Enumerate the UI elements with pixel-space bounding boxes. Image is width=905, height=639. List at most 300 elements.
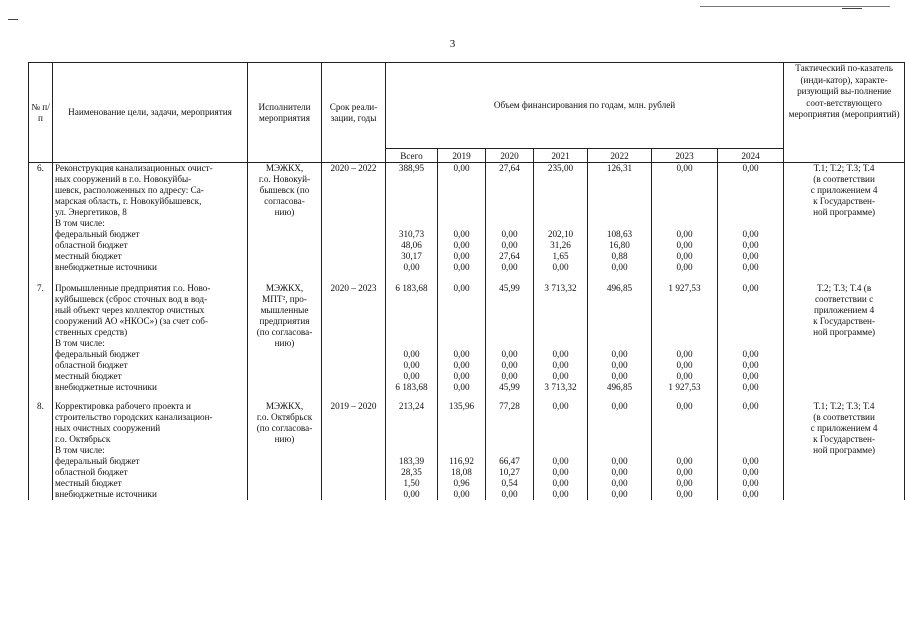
spacer bbox=[488, 338, 531, 349]
spacer bbox=[388, 338, 435, 349]
spacer bbox=[654, 185, 715, 196]
executor-line: нию) bbox=[274, 338, 295, 348]
spacer bbox=[440, 423, 483, 434]
including-label: В том числе: bbox=[55, 218, 105, 228]
spacer bbox=[536, 218, 585, 229]
measure-title-line: строительство городских канализацион- bbox=[55, 412, 213, 422]
year-header: Всего bbox=[386, 149, 438, 163]
executor-line: (по согласова- bbox=[256, 327, 313, 337]
spacer bbox=[536, 316, 585, 327]
spacer bbox=[440, 316, 483, 327]
indicator-line: Т.1; Т.2; Т.3; Т.4 bbox=[813, 163, 875, 173]
spacer bbox=[590, 294, 649, 305]
spacer bbox=[388, 434, 435, 445]
funding-source-label: местный бюджет bbox=[55, 251, 122, 261]
source-amount: 0,00 bbox=[676, 251, 693, 261]
table-header bbox=[29, 63, 905, 163]
measure-title-line: ул. Энергетиков, 8 bbox=[55, 207, 127, 217]
measure-name-cell bbox=[53, 273, 248, 393]
executor-line: МЭЖКХ, bbox=[265, 283, 304, 293]
including-label: В том числе: bbox=[55, 338, 105, 348]
spacer bbox=[536, 445, 585, 456]
total-amount: 0,00 bbox=[742, 283, 759, 293]
executor-line: МЭЖКХ, bbox=[265, 163, 304, 173]
table-body bbox=[29, 163, 905, 501]
spacer bbox=[388, 423, 435, 434]
spacer bbox=[720, 207, 781, 218]
measure-title-line: ный объект через коллектор очистных bbox=[55, 305, 205, 315]
source-amount: 0,00 bbox=[742, 489, 759, 499]
amount-cell bbox=[534, 163, 588, 274]
total-amount: 27,64 bbox=[499, 163, 520, 173]
spacer bbox=[720, 294, 781, 305]
source-amount: 0,00 bbox=[676, 467, 693, 477]
source-amount: 0,00 bbox=[676, 489, 693, 499]
total-amount: 0,00 bbox=[453, 163, 470, 173]
indicator-line: ной программе) bbox=[813, 327, 876, 337]
source-amount: 0,00 bbox=[453, 240, 470, 250]
spacer bbox=[388, 445, 435, 456]
spacer bbox=[488, 294, 531, 305]
scan-mark bbox=[700, 6, 890, 7]
source-amount: 0,00 bbox=[552, 478, 569, 488]
source-amount: 116,92 bbox=[449, 456, 474, 466]
spacer bbox=[388, 218, 435, 229]
source-amount: 0,00 bbox=[453, 349, 470, 359]
spacer bbox=[488, 445, 531, 456]
source-amount: 0,00 bbox=[453, 382, 470, 392]
source-amount: 108,63 bbox=[606, 229, 633, 239]
page-number: 3 bbox=[449, 38, 456, 50]
measure-title-line: сооружений АО «НКОС») (за счет соб- bbox=[55, 316, 208, 326]
spacer bbox=[654, 218, 715, 229]
row-number bbox=[29, 163, 53, 274]
amount-cell bbox=[718, 393, 784, 500]
source-amount: 0,96 bbox=[453, 478, 470, 488]
source-amount: 48,06 bbox=[401, 240, 422, 250]
scan-mark bbox=[8, 19, 18, 20]
source-amount: 0,00 bbox=[453, 251, 470, 261]
total-amount: 77,28 bbox=[499, 401, 520, 411]
source-amount: 18,08 bbox=[451, 467, 472, 477]
amount-cell bbox=[588, 273, 652, 393]
source-amount: 0,00 bbox=[552, 489, 569, 499]
executor-line: бышевск (по bbox=[259, 185, 310, 195]
header-executors: Исполнители мероприятия bbox=[248, 63, 322, 163]
amount-cell bbox=[486, 163, 534, 274]
source-amount: 0,00 bbox=[403, 349, 420, 359]
year-header: 2021 bbox=[534, 149, 588, 163]
source-amount: 0,00 bbox=[552, 360, 569, 370]
amount-cell bbox=[588, 163, 652, 274]
source-amount: 0,00 bbox=[501, 489, 518, 499]
source-amount: 0,00 bbox=[742, 349, 759, 359]
indicator-cell bbox=[784, 273, 905, 393]
source-amount: 0,00 bbox=[742, 360, 759, 370]
measure-row bbox=[29, 273, 905, 393]
measure-title-line: г.о. Октябрьск bbox=[55, 434, 111, 444]
source-amount: 30,17 bbox=[401, 251, 422, 261]
total-amount: 45,99 bbox=[499, 283, 520, 293]
source-amount: 0,00 bbox=[742, 467, 759, 477]
spacer bbox=[590, 445, 649, 456]
spacer bbox=[590, 338, 649, 349]
spacer bbox=[388, 185, 435, 196]
total-amount: 135,96 bbox=[448, 401, 475, 411]
spacer bbox=[590, 412, 649, 423]
source-amount: 1,50 bbox=[403, 478, 420, 488]
indicator-line: соответствии с bbox=[814, 294, 874, 304]
spacer bbox=[654, 294, 715, 305]
source-amount: 0,00 bbox=[453, 229, 470, 239]
amount-cell bbox=[588, 393, 652, 500]
source-amount: 310,73 bbox=[398, 229, 425, 239]
source-amount: 31,26 bbox=[550, 240, 571, 250]
funding-source-label: местный бюджет bbox=[55, 478, 122, 488]
spacer bbox=[590, 218, 649, 229]
amount-cell bbox=[386, 393, 438, 500]
spacer bbox=[488, 327, 531, 338]
indicator-cell bbox=[784, 393, 905, 500]
spacer bbox=[654, 196, 715, 207]
source-amount: 496,85 bbox=[606, 382, 633, 392]
indicator-line: ной программе) bbox=[813, 207, 876, 217]
source-amount: 0,00 bbox=[403, 371, 420, 381]
spacer bbox=[440, 445, 483, 456]
spacer bbox=[536, 305, 585, 316]
spacer bbox=[654, 174, 715, 185]
executor-line: нию) bbox=[274, 207, 295, 217]
total-amount: 126,31 bbox=[606, 163, 633, 173]
measure-title-line: Корректировка рабочего проекта и bbox=[55, 401, 191, 411]
source-amount: 0,00 bbox=[742, 251, 759, 261]
spacer bbox=[388, 294, 435, 305]
source-amount: 0,00 bbox=[742, 229, 759, 239]
spacer bbox=[440, 185, 483, 196]
total-amount: 0,00 bbox=[453, 283, 470, 293]
total-amount: 0,00 bbox=[676, 163, 693, 173]
source-amount: 202,10 bbox=[547, 229, 574, 239]
executor-line: согласова- bbox=[264, 196, 305, 206]
amount-cell bbox=[652, 273, 718, 393]
amount-cell bbox=[486, 273, 534, 393]
source-amount: 0,00 bbox=[453, 360, 470, 370]
source-amount: 10,27 bbox=[499, 467, 520, 477]
source-amount: 6 183,68 bbox=[395, 382, 428, 392]
source-amount: 0,00 bbox=[501, 262, 518, 272]
source-amount: 0,00 bbox=[453, 489, 470, 499]
source-amount: 28,35 bbox=[401, 467, 422, 477]
spacer bbox=[590, 207, 649, 218]
funding-source-label: внебюджетные источники bbox=[55, 262, 157, 272]
amount-cell bbox=[718, 163, 784, 274]
indicator-line: к Государствен- bbox=[813, 316, 876, 326]
total-amount: 0,00 bbox=[552, 401, 569, 411]
spacer bbox=[536, 207, 585, 218]
amount-cell bbox=[652, 163, 718, 274]
header-financing: Объем финансирования по годам, млн. рублей bbox=[386, 63, 784, 149]
total-amount: 0,00 bbox=[611, 401, 628, 411]
row-number bbox=[29, 273, 53, 393]
spacer bbox=[654, 316, 715, 327]
source-amount: 0,00 bbox=[742, 262, 759, 272]
source-amount: 0,00 bbox=[453, 262, 470, 272]
spacer bbox=[720, 327, 781, 338]
measure-title-line: Реконструкция канализационных очист- bbox=[55, 163, 213, 173]
period-cell bbox=[322, 273, 386, 393]
spacer bbox=[440, 338, 483, 349]
indicator-line: с приложением 4 bbox=[810, 423, 878, 433]
source-amount: 0,00 bbox=[453, 371, 470, 381]
executor-cell bbox=[248, 163, 322, 274]
source-amount: 0,00 bbox=[742, 240, 759, 250]
spacer bbox=[488, 412, 531, 423]
period-text: 2020 – 2023 bbox=[330, 283, 377, 293]
spacer bbox=[536, 338, 585, 349]
executor-line: г.о. Новокуй- bbox=[258, 174, 311, 184]
source-amount: 0,00 bbox=[611, 467, 628, 477]
total-amount: 0,00 bbox=[742, 401, 759, 411]
including-label: В том числе: bbox=[55, 445, 105, 455]
indicator-line: (в соответствии bbox=[813, 174, 875, 184]
spacer bbox=[388, 327, 435, 338]
funding-source-label: областной бюджет bbox=[55, 360, 128, 370]
amount-cell bbox=[718, 273, 784, 393]
source-amount: 0,00 bbox=[611, 262, 628, 272]
row-number-text: 8. bbox=[37, 401, 44, 411]
amount-cell bbox=[534, 273, 588, 393]
source-amount: 0,00 bbox=[501, 240, 518, 250]
spacer bbox=[440, 294, 483, 305]
year-header: 2019 bbox=[438, 149, 486, 163]
spacer bbox=[536, 196, 585, 207]
spacer bbox=[488, 423, 531, 434]
measure-title-line: ственных средств) bbox=[55, 327, 128, 337]
source-amount: 16,80 bbox=[609, 240, 630, 250]
source-amount: 0,00 bbox=[501, 229, 518, 239]
spacer bbox=[488, 316, 531, 327]
source-amount: 0,00 bbox=[552, 456, 569, 466]
spacer bbox=[720, 423, 781, 434]
spacer bbox=[720, 316, 781, 327]
spacer bbox=[388, 316, 435, 327]
source-amount: 0,00 bbox=[403, 262, 420, 272]
spacer bbox=[536, 423, 585, 434]
spacer bbox=[654, 207, 715, 218]
total-amount: 213,24 bbox=[398, 401, 425, 411]
indicator-line: (в соответствии bbox=[813, 412, 875, 422]
period-cell bbox=[322, 163, 386, 274]
indicator-line: Т.1; Т.2; Т.3; Т.4 bbox=[813, 401, 875, 411]
year-header: 2022 bbox=[588, 149, 652, 163]
header-num: № п/п bbox=[29, 63, 53, 163]
spacer bbox=[654, 445, 715, 456]
row-number bbox=[29, 393, 53, 500]
funding-source-label: федеральный бюджет bbox=[55, 229, 140, 239]
executor-line: (по согласова- bbox=[256, 423, 313, 433]
spacer bbox=[488, 434, 531, 445]
source-amount: 0,88 bbox=[611, 251, 628, 261]
source-amount: 0,00 bbox=[611, 456, 628, 466]
funding-source-label: внебюджетные источники bbox=[55, 489, 157, 499]
spacer bbox=[590, 196, 649, 207]
spacer bbox=[590, 174, 649, 185]
spacer bbox=[590, 316, 649, 327]
spacer bbox=[388, 412, 435, 423]
spacer bbox=[654, 327, 715, 338]
source-amount: 183,39 bbox=[398, 456, 425, 466]
source-amount: 0,00 bbox=[742, 371, 759, 381]
source-amount: 0,00 bbox=[676, 360, 693, 370]
total-amount: 0,00 bbox=[676, 401, 693, 411]
indicator-line: Т.2; Т.3; Т.4 (в bbox=[817, 283, 872, 293]
source-amount: 66,47 bbox=[499, 456, 520, 466]
spacer bbox=[440, 305, 483, 316]
total-amount: 0,00 bbox=[742, 163, 759, 173]
spacer bbox=[720, 174, 781, 185]
amount-cell bbox=[534, 393, 588, 500]
funding-source-label: федеральный бюджет bbox=[55, 349, 140, 359]
executor-line: МПТ², про- bbox=[262, 294, 307, 304]
indicator-line: к Государствен- bbox=[813, 196, 876, 206]
source-amount: 3 713,32 bbox=[544, 382, 577, 392]
spacer bbox=[720, 445, 781, 456]
measure-name-cell bbox=[53, 393, 248, 500]
executor-line: мышленные bbox=[260, 305, 309, 315]
spacer bbox=[488, 305, 531, 316]
total-amount: 496,85 bbox=[606, 283, 633, 293]
source-amount: 0,00 bbox=[552, 467, 569, 477]
spacer bbox=[720, 434, 781, 445]
executor-line: г.о. Октябрьск bbox=[256, 412, 313, 422]
source-amount: 0,00 bbox=[676, 371, 693, 381]
source-amount: 0,00 bbox=[676, 240, 693, 250]
year-header: 2020 bbox=[486, 149, 534, 163]
source-amount: 0,00 bbox=[611, 349, 628, 359]
spacer bbox=[720, 305, 781, 316]
source-amount: 0,00 bbox=[501, 349, 518, 359]
spacer bbox=[488, 218, 531, 229]
spacer bbox=[536, 294, 585, 305]
header-name: Наименование цели, задачи, мероприятия bbox=[53, 63, 248, 163]
measure-title-line: шевск, расположенных по адресу: Са- bbox=[55, 185, 204, 195]
source-amount: 0,00 bbox=[742, 456, 759, 466]
source-amount: 0,00 bbox=[552, 349, 569, 359]
spacer bbox=[654, 338, 715, 349]
source-amount: 0,00 bbox=[403, 489, 420, 499]
source-amount: 0,00 bbox=[552, 371, 569, 381]
spacer bbox=[440, 207, 483, 218]
spacer bbox=[440, 218, 483, 229]
executor-line: МЭЖКХ, bbox=[265, 401, 304, 411]
source-amount: 0,00 bbox=[611, 489, 628, 499]
spacer bbox=[488, 185, 531, 196]
funding-source-label: федеральный бюджет bbox=[55, 456, 140, 466]
spacer bbox=[388, 305, 435, 316]
source-amount: 45,99 bbox=[499, 382, 520, 392]
period-text: 2020 – 2022 bbox=[330, 163, 377, 173]
spacer bbox=[590, 423, 649, 434]
spacer bbox=[654, 305, 715, 316]
spacer bbox=[720, 196, 781, 207]
source-amount: 0,00 bbox=[676, 262, 693, 272]
source-amount: 0,00 bbox=[552, 262, 569, 272]
spacer bbox=[440, 412, 483, 423]
amount-cell bbox=[386, 273, 438, 393]
scan-mark bbox=[842, 8, 862, 9]
indicator-line: с приложением 4 bbox=[810, 185, 878, 195]
indicator-line: к Государствен- bbox=[813, 434, 876, 444]
row-number-text: 6. bbox=[37, 163, 44, 173]
source-amount: 0,00 bbox=[403, 360, 420, 370]
year-header: 2023 bbox=[652, 149, 718, 163]
amount-cell bbox=[386, 163, 438, 274]
source-amount: 0,00 bbox=[501, 360, 518, 370]
spacer bbox=[440, 434, 483, 445]
source-amount: 0,54 bbox=[501, 478, 518, 488]
source-amount: 0,00 bbox=[501, 371, 518, 381]
spacer bbox=[536, 434, 585, 445]
source-amount: 0,00 bbox=[676, 349, 693, 359]
funding-source-label: областной бюджет bbox=[55, 240, 128, 250]
header-indicator: Тактический по-казатель (инди-катор), характе-ризующий вы-полнение соот-ветствующего мероприятия (мероприятий) bbox=[784, 63, 905, 163]
period-text: 2019 – 2020 bbox=[330, 401, 377, 411]
total-amount: 3 713,32 bbox=[544, 283, 577, 293]
executor-cell bbox=[248, 273, 322, 393]
spacer bbox=[654, 434, 715, 445]
spacer bbox=[440, 196, 483, 207]
spacer bbox=[720, 185, 781, 196]
executor-line: нию) bbox=[274, 434, 295, 444]
source-amount: 0,00 bbox=[676, 229, 693, 239]
spacer bbox=[654, 412, 715, 423]
spacer bbox=[388, 207, 435, 218]
spacer bbox=[720, 412, 781, 423]
source-amount: 0,00 bbox=[676, 456, 693, 466]
spacer bbox=[440, 327, 483, 338]
spacer bbox=[388, 174, 435, 185]
indicator-cell bbox=[784, 163, 905, 274]
spacer bbox=[488, 207, 531, 218]
total-amount: 388,95 bbox=[398, 163, 425, 173]
funding-source-label: внебюджетные источники bbox=[55, 382, 157, 392]
spacer bbox=[536, 412, 585, 423]
source-amount: 1 927,53 bbox=[668, 382, 701, 392]
funding-source-label: местный бюджет bbox=[55, 371, 122, 381]
amount-cell bbox=[486, 393, 534, 500]
spacer bbox=[536, 327, 585, 338]
spacer bbox=[536, 174, 585, 185]
financing-table bbox=[28, 62, 905, 500]
amount-cell bbox=[438, 273, 486, 393]
spacer bbox=[536, 185, 585, 196]
measure-row bbox=[29, 163, 905, 274]
executor-cell bbox=[248, 393, 322, 500]
spacer bbox=[590, 327, 649, 338]
indicator-line: ной программе) bbox=[813, 445, 876, 455]
measure-title-line: ных сооружений в г.о. Новокуйбы- bbox=[55, 174, 192, 184]
source-amount: 1,65 bbox=[552, 251, 569, 261]
source-amount: 0,00 bbox=[611, 371, 628, 381]
source-amount: 27,64 bbox=[499, 251, 520, 261]
amount-cell bbox=[438, 393, 486, 500]
spacer bbox=[654, 423, 715, 434]
measure-title-line: марская область, г. Новокуйбышевск, bbox=[55, 196, 202, 206]
amount-cell bbox=[438, 163, 486, 274]
spacer bbox=[488, 196, 531, 207]
spacer bbox=[440, 174, 483, 185]
measure-title-line: ных очистных сооружений bbox=[55, 423, 161, 433]
